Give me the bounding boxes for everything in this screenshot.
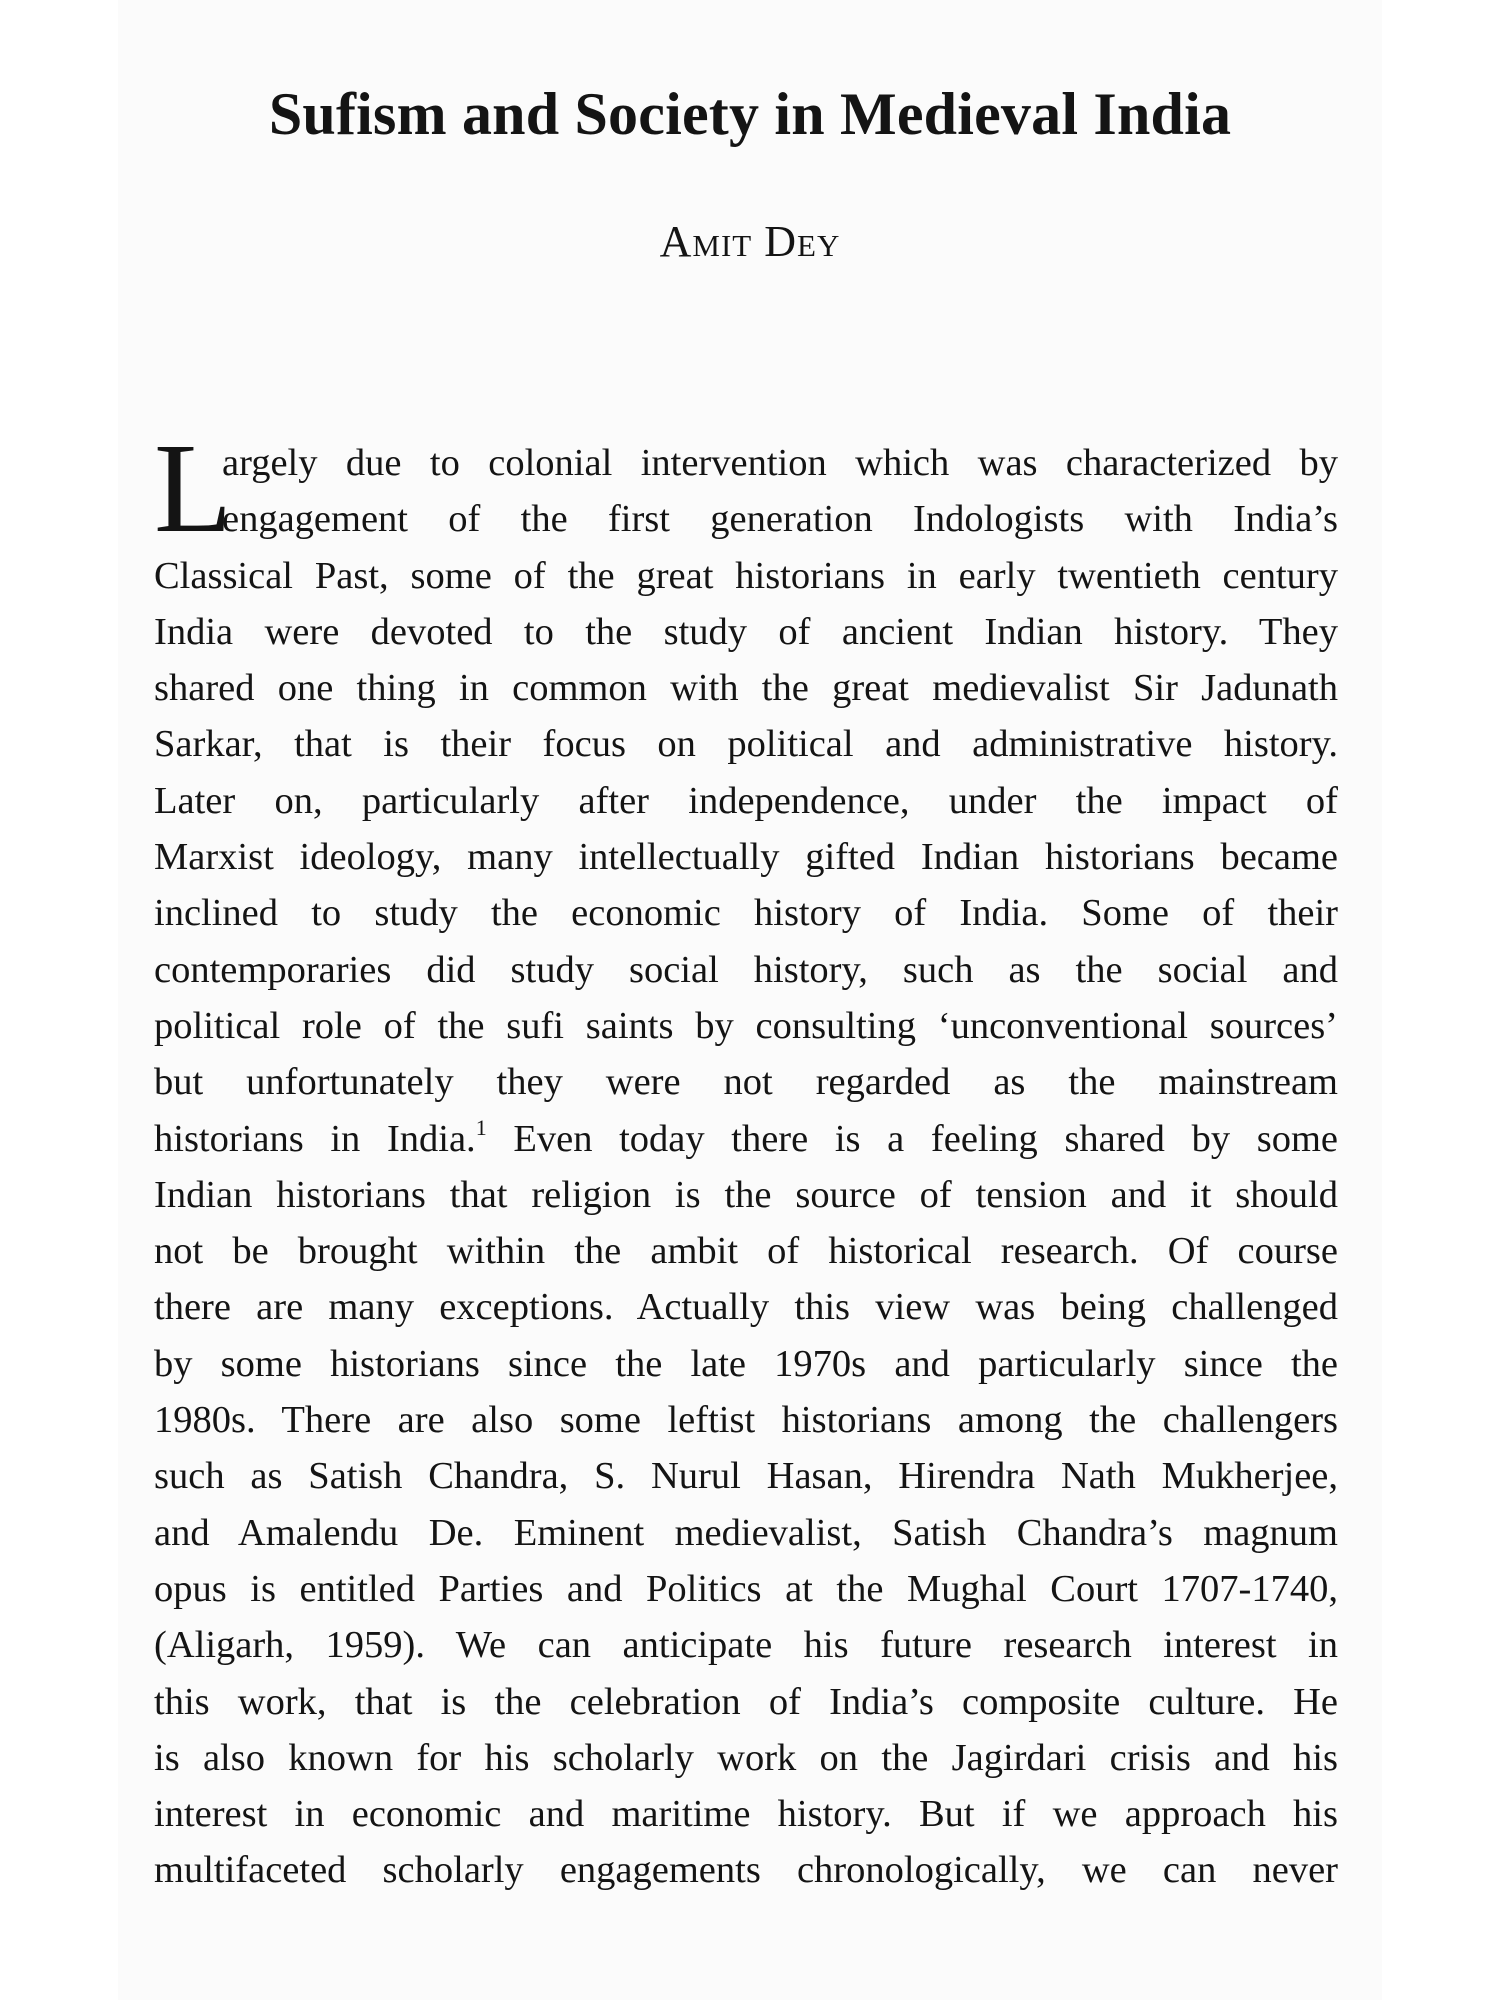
text-line: Marxist ideology, many intellectually gifted Indian historians became bbox=[154, 836, 1338, 879]
text-line: but unfortunately they were not regarded as the mainstream bbox=[154, 1061, 1338, 1104]
text-line: inclined to study the economic history of India. Some of their bbox=[154, 892, 1338, 935]
text-line-with-footnote bbox=[154, 1111, 1338, 1167]
drop-cap: L bbox=[154, 417, 233, 559]
text-line: India were devoted to the study of ancient Indian history. They bbox=[154, 610, 1338, 653]
author-name: Amit Dey bbox=[659, 217, 841, 266]
body-paragraph bbox=[154, 417, 1338, 1899]
text-line: contemporaries did study social history, such as the social and bbox=[154, 948, 1338, 991]
text-line: and Amalendu De. Eminent medievalist, Satish Chandra’s magnum bbox=[154, 1511, 1338, 1554]
text-line: Indian historians that religion is the source of tension and it should bbox=[154, 1173, 1338, 1216]
text-fragment: Even today there is a feeling shared by some bbox=[513, 1117, 1338, 1160]
text-line: opus is entitled Parties and Politics at the Mughal Court 1707-1740, bbox=[154, 1567, 1338, 1610]
text-line: political role of the sufi saints by consulting ‘unconventional sources’ bbox=[154, 1004, 1338, 1047]
text-line: there are many exceptions. Actually this view was being challenged bbox=[154, 1286, 1338, 1329]
text-line: multifaceted scholarly engagements chronologically, we can never bbox=[154, 1849, 1338, 1892]
text-line: argely due to colonial intervention which was characterized by bbox=[222, 442, 1338, 484]
text-line: Sarkar, that is their focus on political and administrative history. bbox=[154, 723, 1338, 766]
text-fragment: historians in India. bbox=[154, 1117, 476, 1160]
footnote-reference[interactable]: 1 bbox=[475, 1114, 487, 1140]
text-line: by some historians since the late 1970s and particularly since the bbox=[154, 1342, 1338, 1385]
text-line: engagement of the first generation Indologists with India’s bbox=[222, 498, 1338, 541]
article-title: Sufism and Society in Medieval India bbox=[268, 81, 1232, 147]
text-line: this work, that is the celebration of India’s composite culture. He bbox=[154, 1680, 1338, 1723]
text-line: interest in economic and maritime history. But if we approach his bbox=[154, 1793, 1338, 1836]
text-line: is also known for his scholarly work on the Jagirdari crisis and his bbox=[154, 1736, 1338, 1779]
text-line: shared one thing in common with the great medievalist Sir Jadunath bbox=[154, 667, 1338, 710]
text-line: such as Satish Chandra, S. Nurul Hasan, Hirendra Nath Mukherjee, bbox=[154, 1455, 1338, 1498]
text-line: Later on, particularly after independence, under the impact of bbox=[154, 779, 1338, 822]
text-line: not be brought within the ambit of historical research. Of course bbox=[154, 1230, 1338, 1273]
text-line: Classical Past, some of the great historians in early twentieth century bbox=[154, 554, 1338, 597]
text-line: (Aligarh, 1959). We can anticipate his future research interest in bbox=[154, 1624, 1338, 1667]
book-page bbox=[118, 0, 1382, 2000]
text-line: 1980s. There are also some leftist historians among the challengers bbox=[154, 1399, 1338, 1442]
